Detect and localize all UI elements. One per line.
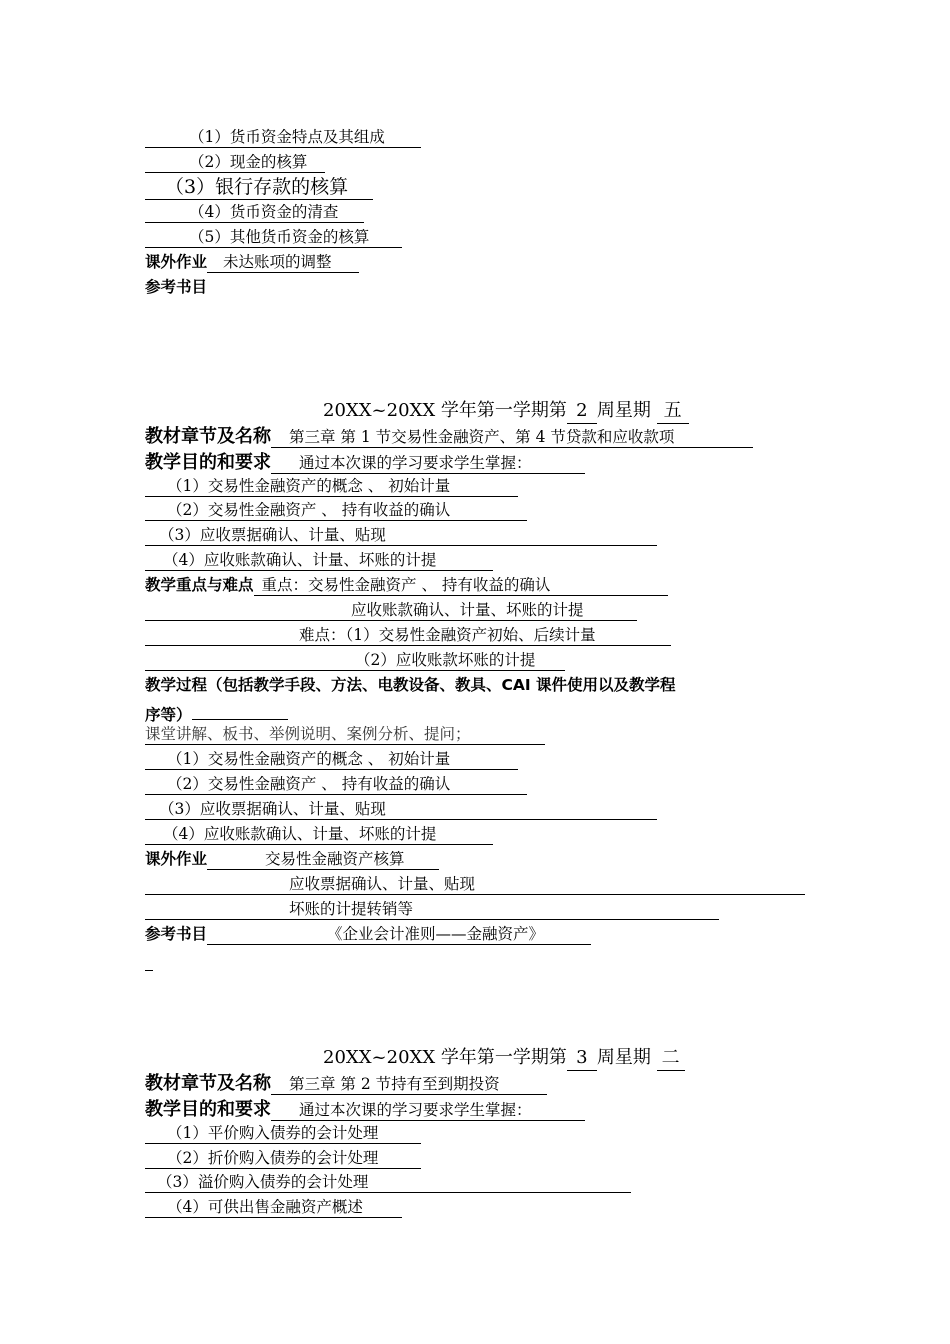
s3-purpose-item-3: （3）溢价购入债券的会计处理 (145, 1171, 631, 1193)
s2-purpose-value: 通过本次课的学习要求学生掌握： (299, 454, 532, 472)
s2-reference-label: 参考书目 (145, 925, 208, 943)
s2-key-label: 教学重点与难点 (145, 576, 254, 594)
s1-reference-label: 参考书目 (145, 278, 208, 296)
s3-purpose-item-4: （4）可供出售金融资产概述 (145, 1196, 402, 1218)
s2-key-line-4: （2）应收账款坏账的计提 (145, 649, 565, 671)
s2-process-label-2-row (145, 699, 288, 724)
s2-chapter-label: 教材章节及名称 (145, 426, 271, 447)
s2-process-item-1: （1）交易性金融资产的概念 、 初始计量 (145, 748, 518, 770)
s2-chapter-value: 第三章 第 1 节交易性金融资产、第 4 节贷款和应收款项 (289, 428, 675, 446)
s3-purpose-item-2: （2）折价购入债券的会计处理 (145, 1147, 421, 1169)
s2-purpose-item-1: （1）交易性金融资产的概念 、 初始计量 (145, 475, 518, 497)
s2-process-item-3: （3）应收票据确认、计量、贴现 (145, 798, 657, 820)
s2-stray-mark (145, 950, 153, 972)
s2-process-label-2: 序等） (145, 706, 192, 724)
s2-homework-line-3: 坏账的计提转销等 (145, 898, 719, 920)
s2-chapter (145, 425, 753, 449)
s2-key-line-3: 难点：（1）交易性金融资产初始、后续计量 (145, 624, 671, 646)
s3-chapter-label: 教材章节及名称 (145, 1073, 271, 1094)
s2-purpose-label: 教学目的和要求 (145, 452, 271, 473)
s2-homework: 课外作业 交易性金融资产核算 (145, 848, 439, 870)
s1-item-2: （2）现金的核算 (145, 151, 325, 173)
s3-chapter-value: 第三章 第 2 节持有至到期投资 (289, 1075, 500, 1093)
s3-purpose-label: 教学目的和要求 (145, 1099, 271, 1120)
s2-process-item-2: （2）交易性金融资产 、 持有收益的确认 (145, 773, 527, 795)
s3-title: 20XX~20XX 学年第一学期第 3 周星期 二 (323, 1045, 685, 1071)
s3-purpose-item-1: （1）平价购入债券的会计处理 (145, 1122, 421, 1144)
s1-item-1: （1）货币资金特点及其组成 (145, 126, 421, 148)
s1-homework-label: 课外作业 (145, 253, 208, 271)
s2-process-label-1: 教学过程（包括教学手段、方法、电教设备、教具、CAI 课件使用以及教学程 (145, 676, 676, 694)
s2-reference (145, 923, 591, 945)
s3-chapter (145, 1072, 547, 1096)
s3-purpose (145, 1098, 585, 1122)
s3-purpose-value: 通过本次课的学习要求学生掌握： (299, 1101, 532, 1119)
s2-process-item-4: （4）应收账款确认、计量、坏账的计提 (145, 823, 493, 845)
s2-homework-label: 课外作业 (145, 850, 208, 868)
s1-item-4: （4）货币资金的清查 (145, 201, 364, 223)
s1-homework-value: 未达账项的调整 (223, 253, 332, 271)
s2-purpose (145, 451, 585, 475)
s2-purpose-item-3: （3）应收票据确认、计量、贴现 (145, 524, 657, 546)
s2-reference-value: 《企业会计准则——金融资产》 (327, 925, 545, 943)
s2-purpose-item-2: （2）交易性金融资产 、 持有收益的确认 (145, 499, 527, 521)
s2-key-line-2: 应收账款确认、计量、坏账的计提 (145, 599, 637, 621)
s2-key: 教学重点与难点 重点：交易性金融资产 、 持有收益的确认 (145, 574, 668, 596)
s2-homework-line-2: 应收票据确认、计量、贴现 (145, 873, 805, 895)
s2-process-methods: 课堂讲解、板书、举例说明、案例分析、提问； (145, 723, 545, 745)
s1-item-5: （5）其他货币资金的核算 (145, 226, 402, 248)
s1-homework (145, 251, 359, 273)
s2-title: 20XX~20XX 学年第一学期第 2 周星期 五 (323, 398, 689, 424)
s1-item-3: （3）银行存款的核算 (145, 174, 373, 200)
s2-purpose-item-4: （4）应收账款确认、计量、坏账的计提 (145, 549, 493, 571)
